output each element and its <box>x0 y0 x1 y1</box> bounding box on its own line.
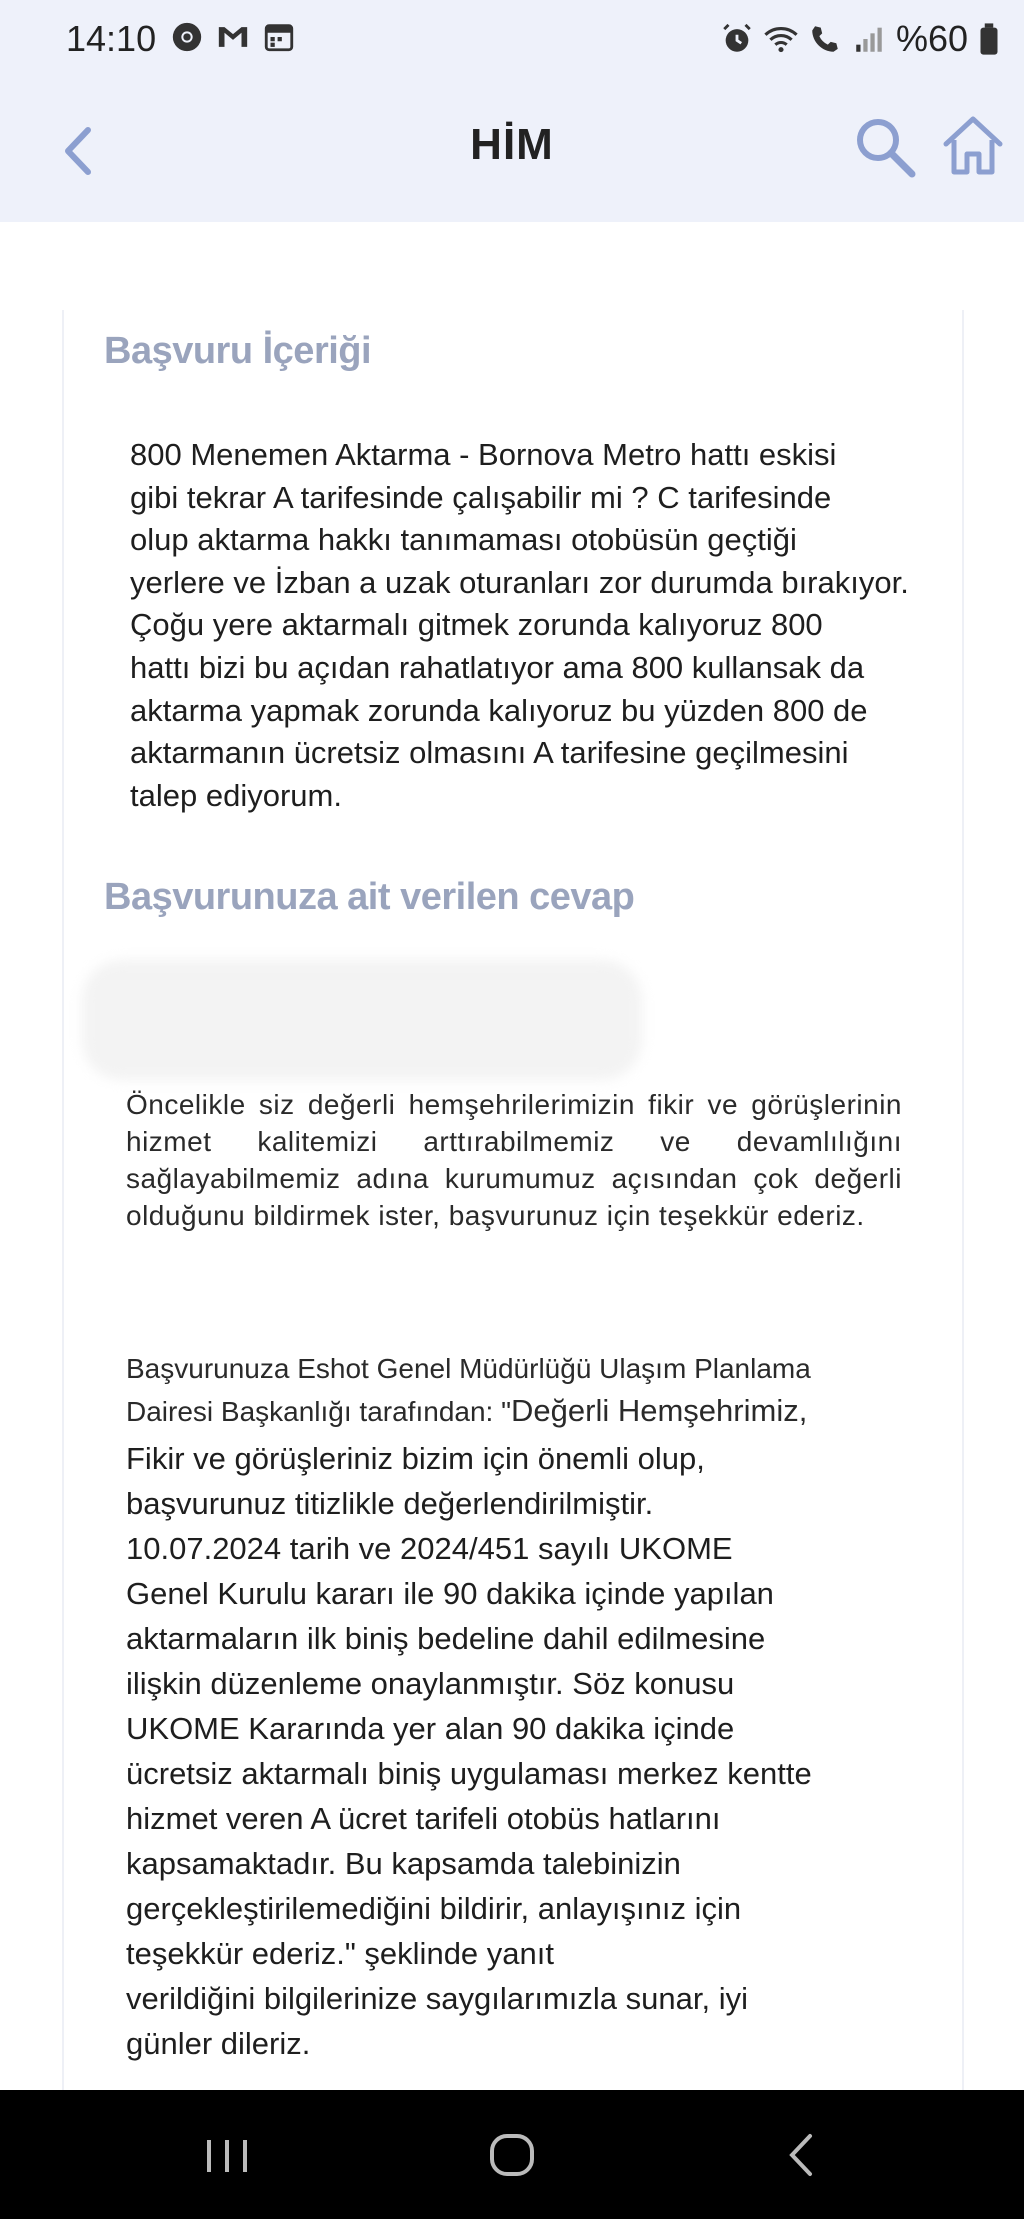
application-line: olup aktarma hakkı tanımaması otobüsün geçtiği <box>130 522 797 558</box>
application-line: talep ediyorum. <box>130 777 342 813</box>
page-title: HİM <box>470 120 554 169</box>
application-line: Çoğu yere aktarmalı gitmek zorunda kalıyoruz 800 <box>130 607 823 643</box>
answer-line: başvurunuz titizlikle değerlendirilmiştir. <box>126 1486 654 1521</box>
application-card <box>62 310 964 2090</box>
answer-line: 10.07.2024 tarih ve 2024/451 sayılı UKOME <box>126 1531 733 1566</box>
answer-line: aktarmaların ilk biniş bedeline dahil edilmesine <box>126 1621 766 1656</box>
application-line: gibi tekrar A tarifesinde çalışabilir mi ? C tarifesinde <box>130 479 832 515</box>
redacted-area <box>82 960 642 1080</box>
home-icon[interactable] <box>940 112 1006 178</box>
application-line: aktarmanın ücretsiz olmasını A tarifesine geçilmesini <box>130 735 849 771</box>
application-title: Başvuru İçeriği <box>104 330 372 372</box>
application-line: yerlere ve İzban a uzak oturanları zor durumda bırakıyor. <box>130 564 909 600</box>
answer-body <box>126 1436 916 2066</box>
battery-icon <box>978 22 1000 56</box>
answer-lead-big: Değerli Hemşehrimiz, <box>511 1393 808 1428</box>
application-line: 800 Menemen Aktarma - Bornova Metro hattı eskisi <box>130 437 837 472</box>
answer-line: ücretsiz aktarmalı biniş uygulaması merkez kentte <box>126 1756 812 1791</box>
wifi-call-icon <box>808 22 842 56</box>
answer-line: verildiğini bilgilerinize saygılarımızla sunar, iyi <box>126 1981 748 2016</box>
wifi-icon <box>764 22 798 56</box>
status-bar <box>0 0 1024 76</box>
answer-line: kapsamaktadır. Bu kapsamda talebinizin <box>126 1846 681 1881</box>
gmail-icon <box>216 20 250 54</box>
app-header <box>0 76 1024 222</box>
answer-line: ilişkin düzenleme onaylanmıştır. Söz konusu <box>126 1666 735 1701</box>
recent-apps-icon[interactable] <box>187 2120 267 2190</box>
application-line: hattı bizi bu açıdan rahatlatıyor ama 800 kullansak da <box>130 649 865 685</box>
system-nav-bar <box>0 2090 1024 2219</box>
application-text <box>130 434 920 817</box>
back-nav-icon[interactable] <box>762 2120 842 2190</box>
status-time: 14:10 <box>66 18 157 59</box>
signal-icon <box>852 22 886 56</box>
answer-line: Genel Kurulu kararı ile 90 dakika içinde yapılan <box>126 1576 774 1611</box>
answer-lead-small: Başvurunuza Eshot Genel Müdürlüğü Ulaşım Planlama Dairesi Başkanlığı tarafından: " <box>126 1353 811 1427</box>
answer-lead <box>126 1348 902 1433</box>
battery-percent: %60 <box>895 18 968 59</box>
response-title: Başvurunuza ait verilen cevap <box>104 876 635 918</box>
answer-line: hizmet veren A ücret tarifeli otobüs hatlarını <box>126 1801 721 1836</box>
answer-line: günler dileriz. <box>126 2026 311 2061</box>
answer-line: teşekkür ederiz." şeklinde yanıt <box>126 1936 554 1971</box>
status-icons-left <box>170 20 296 54</box>
chrome-icon <box>170 20 204 54</box>
answer-line: Fikir ve görüşleriniz bizim için önemli olup, <box>126 1441 705 1476</box>
answer-line: UKOME Kararında yer alan 90 dakika içinde <box>126 1711 735 1746</box>
answer-intro: Öncelikle siz değerli hemşehrilerimizin fikir ve görüşlerinin hizmet kalitemizi arttırabilmemiz ve devamlılığını sağlayabilmemiz adına kurumumuz açısından çok değerli olduğunu bildirmek ister, başvurunuz için teşekkür ederiz. <box>126 1089 902 1231</box>
search-icon[interactable] <box>852 114 918 180</box>
application-line: aktarma yapmak zorunda kalıyoruz bu yüzden 800 de <box>130 692 868 728</box>
status-icons-right <box>720 18 1000 60</box>
alarm-icon <box>720 22 754 56</box>
answer-line: gerçekleştirilemediğini bildirir, anlayışınız için <box>126 1891 742 1926</box>
home-nav-icon[interactable] <box>472 2120 552 2190</box>
calendar-icon <box>262 20 296 54</box>
